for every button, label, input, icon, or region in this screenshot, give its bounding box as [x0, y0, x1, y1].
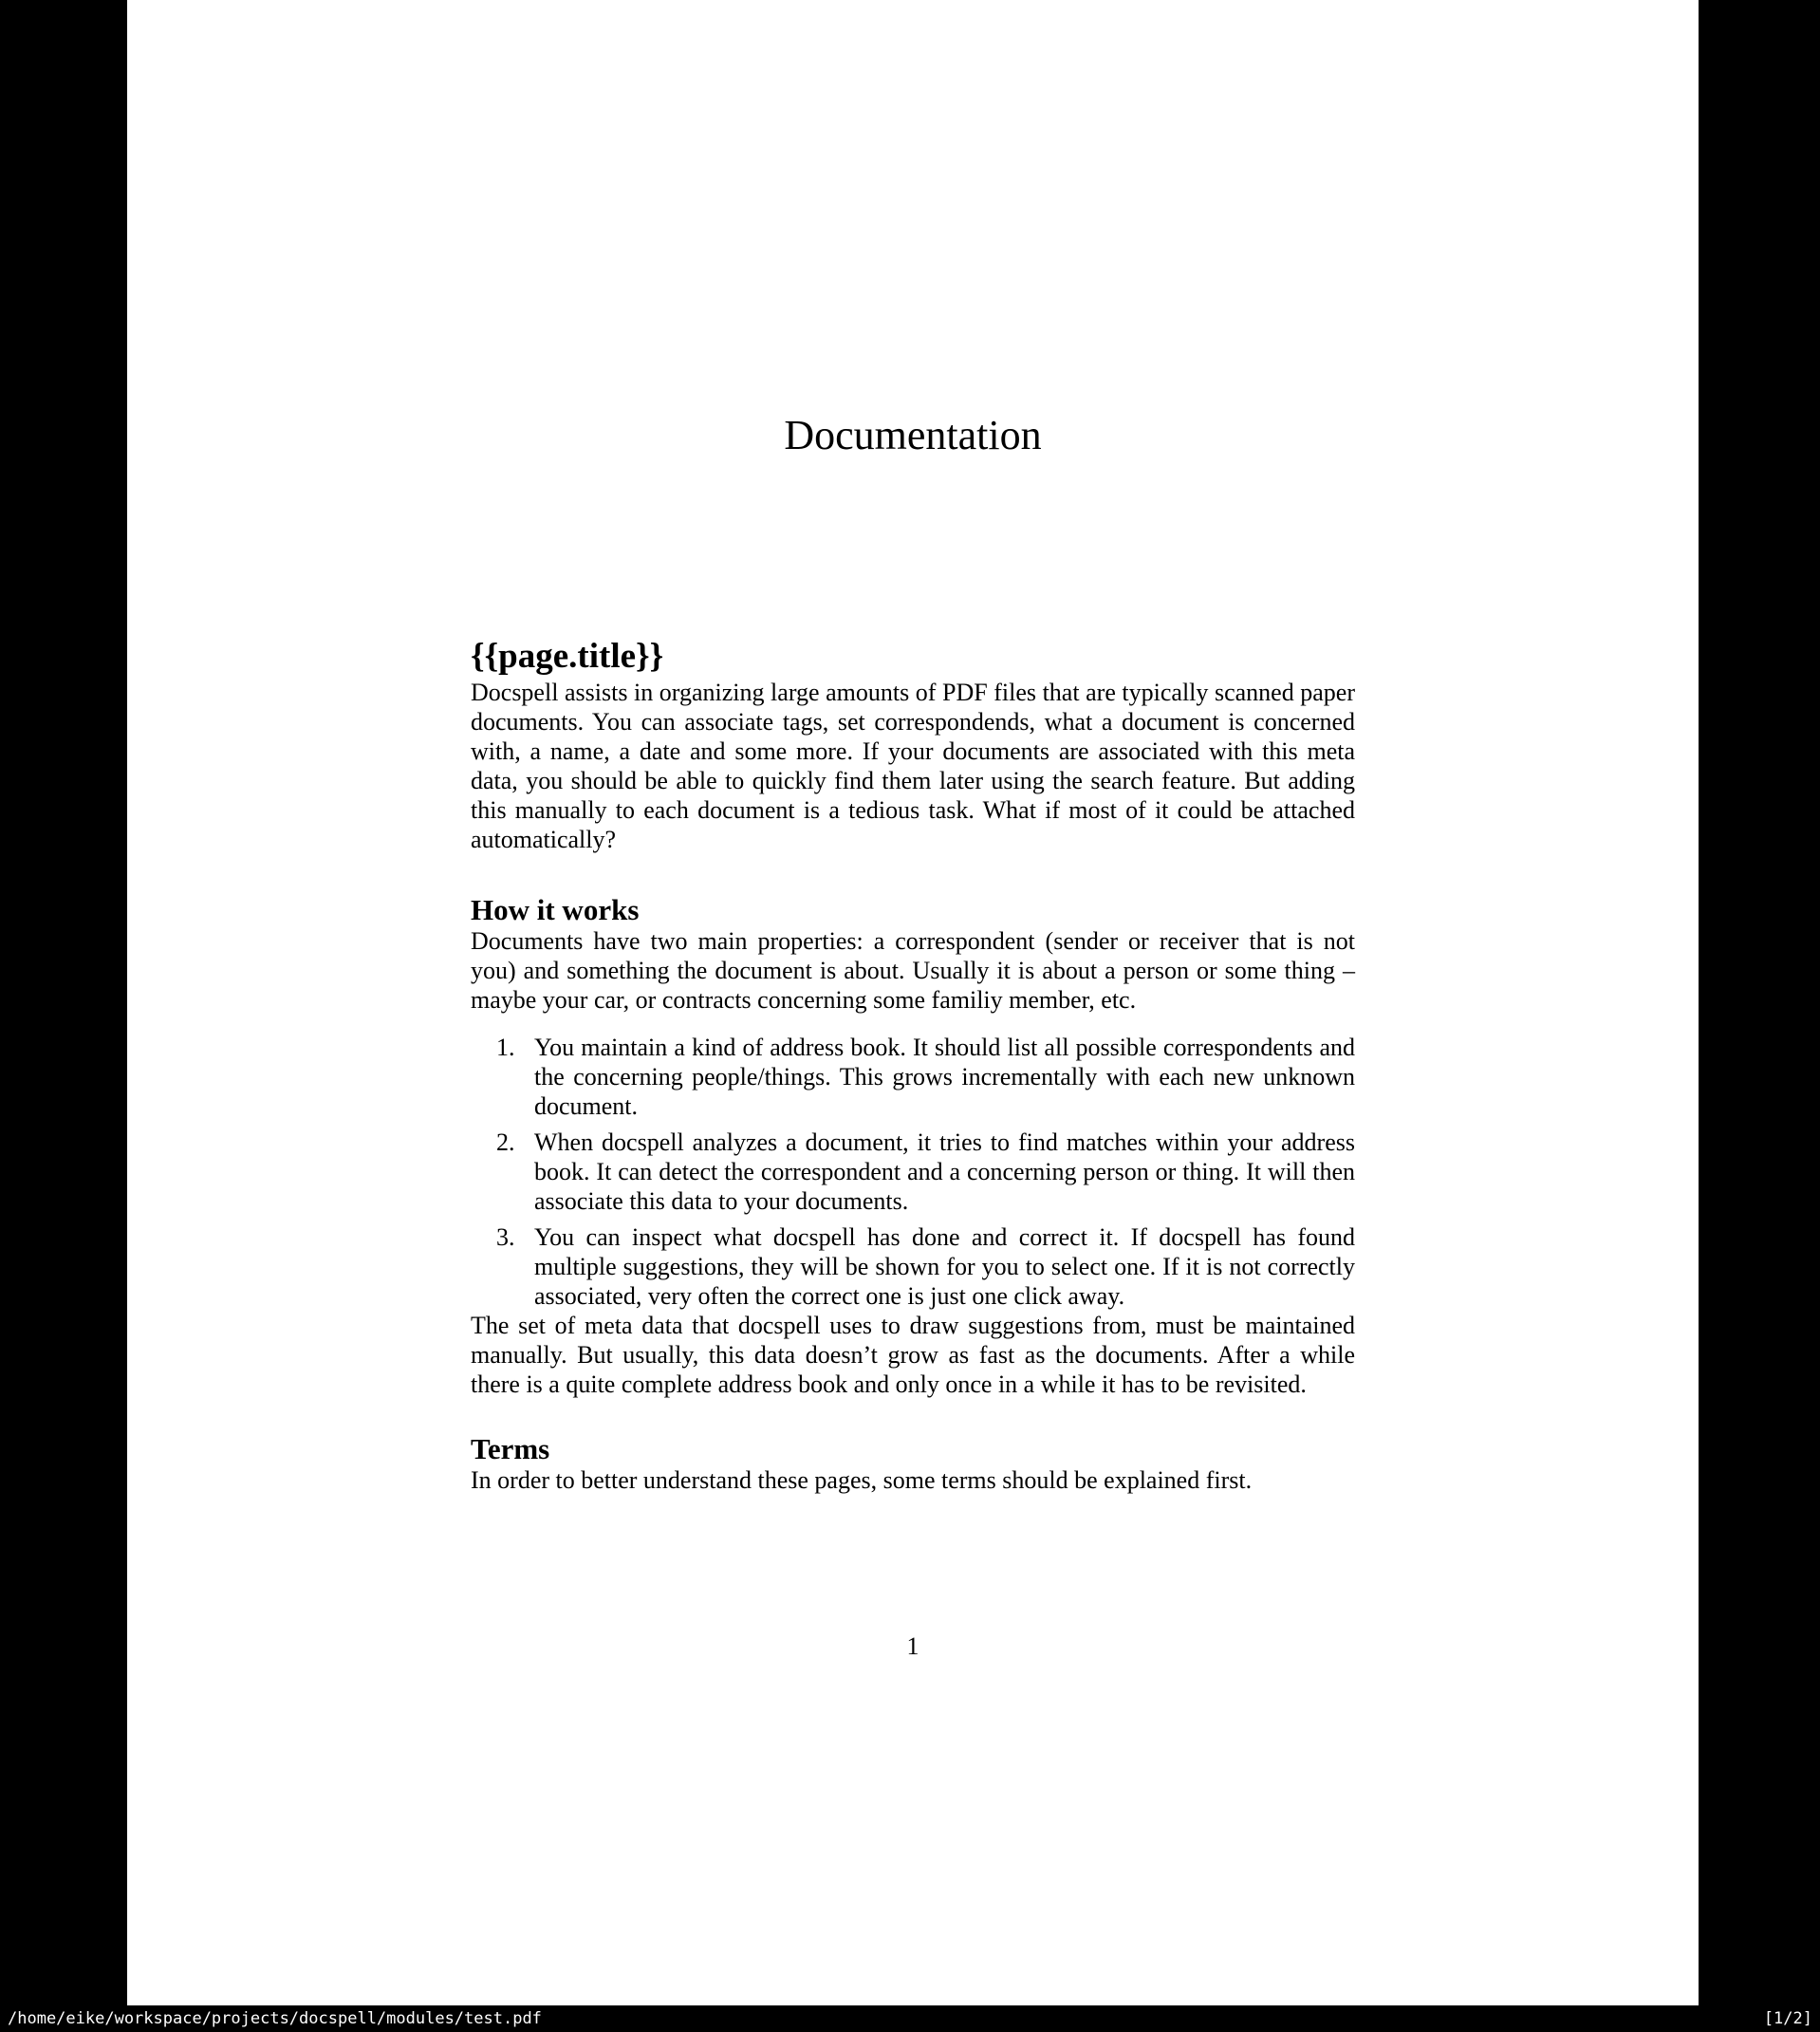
list-item-text: You maintain a kind of address book. It should list all possible correspondents and the concerning people/things. This grows incrementally with each new unknown document.: [534, 1034, 1355, 1121]
list-item-number: 3.: [496, 1223, 515, 1252]
list-item: [471, 1033, 1355, 1121]
file-path-label: /home/eike/workspace/projects/docspell/modules/test.pdf: [8, 2009, 542, 2028]
list-item-text: When docspell analyzes a document, it tries to find matches within your address book. It can detect the correspondent and a concerning person or thing. It will then associate this data to your documents.: [534, 1128, 1355, 1216]
intro-paragraph: Docspell assists in organizing large amounts of PDF files that are typically scanned paper documents. You can associate tags, set correspondends, what a document is concerned with, a name, a date and some more. If your documents are associated with this meta data, you should be able to quickly find them later using the search feature. But adding this manually to each document is a tedious task. What if most of it could be attached automatically?: [471, 678, 1355, 853]
list-item: [471, 1128, 1355, 1216]
statusbar: [0, 2005, 1820, 2032]
document-content: [471, 0, 1355, 1661]
page-number: 1: [906, 1632, 919, 1661]
terms-paragraph: In order to better understand these pages, some terms should be explained first.: [471, 1466, 1253, 1495]
how-it-works-list: [471, 1033, 1355, 1311]
closing-paragraph: The set of meta data that docspell uses to draw suggestions from, must be maintained manually. But usually, this data doesn’t grow as fast as the documents. After a while there is a quite complete address book and only once in a while it has to be revisited.: [471, 1312, 1355, 1399]
section-heading-terms: Terms: [471, 1432, 550, 1466]
chapter-heading: {{page.title}}: [471, 637, 664, 677]
list-item-text: You can inspect what docspell has done and correct it. If docspell has found multiple suggestions, they will be shown for you to select one. If it is not correctly associated, very often the correct one is just one click away.: [534, 1223, 1355, 1311]
list-item-number: 2.: [496, 1128, 515, 1157]
section-heading-how-it-works: How it works: [471, 892, 640, 926]
how-it-works-paragraph: Documents have two main properties: a correspondent (sender or receiver that is not you) and something the document is about. Usually it is about a person or some thing – maybe your car, or contracts concerning some familiy member, etc.: [471, 927, 1355, 1015]
document-title: Documentation: [784, 412, 1042, 458]
list-item: [471, 1222, 1355, 1311]
page-indicator: [1/2]: [1763, 2009, 1812, 2028]
list-item-number: 1.: [496, 1034, 515, 1062]
document-page[interactable]: [127, 0, 1699, 2005]
